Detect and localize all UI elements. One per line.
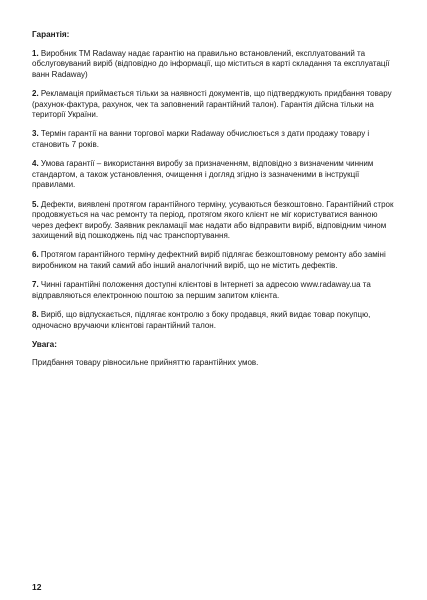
clause-text: Дефекти, виявлені протягом гарантійного терміну, усуваються безкоштовно. Гарантійний строк продовжується на час ремонту та період, протягом якого клієнт не міг користуватися ванною через дефект виробу. Заявник рекламації має надати або відправити виріб, відповідним чином захищений від пошкоджень під час транспортування.: [32, 199, 394, 241]
clause-number: 1.: [32, 48, 39, 58]
clause-number: 2.: [32, 88, 39, 98]
warranty-page: [32, 30, 394, 369]
warranty-clause-7: [32, 280, 394, 301]
clause-text: Чинні гарантійні положення доступні клієнтові в Інтернеті за адресою www.radaway.ua та відправляються електронною поштою за першим запитом клієнта.: [32, 280, 371, 300]
clause-text: Протягом гарантійного терміну дефектний виріб підлягає безкоштовному ремонту або заміні виробником на такий самий або інший аналогічний виріб, що не містить дефектів.: [32, 250, 386, 271]
warranty-clause-5: [32, 200, 394, 242]
clause-number: 4.: [32, 159, 39, 169]
page-number: 12: [32, 582, 42, 592]
warranty-clause-3: [32, 129, 394, 150]
clause-text: Рекламація приймається тільки за наявності документів, що підтверджують придбання товару (рахунок-фактура, рахунок, чек та заповнений гарантійний талон). Гарантія дійсна тільки на території України.: [32, 88, 392, 120]
clause-number: 7.: [32, 280, 39, 290]
clause-number: 3.: [32, 129, 39, 139]
warranty-clause-2: [32, 89, 394, 121]
note-heading: Увага:: [32, 339, 57, 349]
warranty-clause-6: [32, 250, 394, 271]
warranty-heading: Гарантія:: [32, 30, 70, 39]
clause-number: 6.: [32, 250, 39, 260]
clause-text: Виробник ТМ Radaway надає гарантію на правильно встановлений, експлуатований та обслуговуваний виріб (відповідно до інформації, що міститься в карті складання та експлуатації ванн Radaway): [32, 48, 390, 79]
warranty-clause-1: [32, 49, 394, 81]
warranty-clause-4: [32, 159, 394, 191]
clause-text: Виріб, що відпускається, підлягає контролю з боку продавця, який видає товар покупцю, одночасно вручаючи клієнтові гарантійний талон.: [32, 310, 371, 330]
note-text: Придбання товару рівносильне прийняттю гарантійних умов.: [32, 358, 259, 368]
clause-number: 5.: [32, 199, 39, 209]
clause-text: Термін гарантії на ванни торгової марки Radaway обчислюється з дати продажу товару і становить 7 років.: [32, 129, 370, 149]
warranty-clause-8: [32, 310, 394, 331]
clause-number: 8.: [32, 310, 39, 320]
clause-text: Умова гарантії – використання виробу за призначенням, відповідно з визначеним чинним стандартом, а також установлення, очищення і догляд згідно із зазначеними в інструкції правилами.: [32, 159, 374, 190]
